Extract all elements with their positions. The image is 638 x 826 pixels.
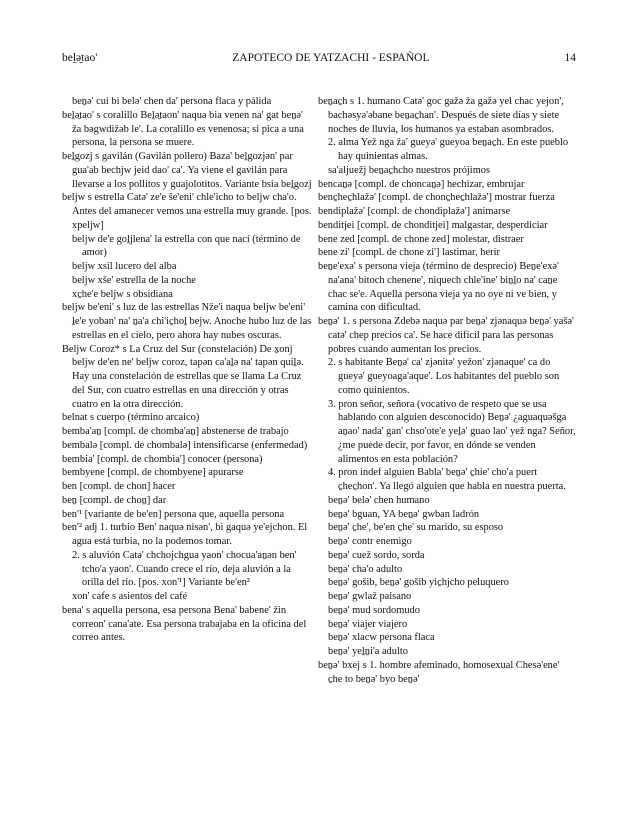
- dictionary-entry: beṉə' bxej s 1. hombre afeminado, homosexual Chesə'ene' c̱he to beṉə' byo beṉə': [318, 659, 560, 685]
- dictionary-entry: beṉac̱h s 1. humano Catə' goc gažə ža gažə yel chac yejon', bachəsyə'əbane beṉac̱han'. Después de siete días y siete noches de lluvia, los humanos ya estaban asombrados.: [318, 96, 564, 135]
- dictionary-entry: bendiplažə' [compl. de chondiplažə'] animarse: [318, 206, 511, 217]
- dictionary-entry: beṉe'exə' s persona vieja (término de desprecio) Beṉe'exə' na'ana' bitoch chenene', niquech chle'ine' biṉḻo na' caṉe chac se'e. Aquella persona vieja ya no oye ni ve bien, y camina con dificultad.: [318, 261, 559, 314]
- dictionary-entry: beljw s estrella Catə' ze'e še'eni' chle'icho to beljw cha'o. Antes del amanecer vemos una estrella muy grande. [pos. xpeljw]: [62, 192, 312, 231]
- sub-entry: beṉə' belə' chen humano: [328, 494, 430, 506]
- sub-entry: beljw de'e goḻjlena' la estrella con que nací (término de amor): [72, 233, 301, 259]
- dictionary-entry: beḻə̱tao' s coralillo Beḻə̱taon' naquə bia venen na' gat beṉə' ža bəgwdižəb le'. La coralillo es venenosa; si pica a una persona, la persona se muere.: [62, 109, 304, 149]
- dictionary-entry: benc̱hec̱hlažə' [compl. de chonc̱hec̱hlažə'] mostrar fuerza: [318, 192, 555, 204]
- sub-entry: beṉə' cha'o adulto: [328, 563, 403, 575]
- sub-entry: beṉə' c̱he', be'en c̱he' su marido, su esposo: [328, 522, 504, 534]
- dictionary-entry: beṉ [compl. de choṉ] dar: [62, 494, 167, 506]
- dictionary-entry: bembyene [compl. de chombyene] apurarse: [62, 467, 244, 479]
- header-title: ZAPOTECO DE YATZACHI - ESPAÑOL: [232, 52, 430, 64]
- dictionary-entry: bembalə [compl. de chombalə] intensificarse (enfermedad): [62, 439, 308, 451]
- dictionary-entry: benditjei [compl. de chonditjei] malgastar, desperdiciar: [318, 219, 548, 231]
- page-number: 14: [564, 52, 576, 64]
- dictionary-entry: ben [compl. de chon] hacer: [62, 481, 176, 492]
- sub-entry: beṉə' cui bi belə' chen da' persona flaca y pálida: [72, 96, 272, 107]
- sub-entry: beṉə' xlacw persona flaca: [328, 632, 435, 644]
- dictionary-entry: ben'² adj 1. turbio Ben' naquə nisən', bi gaquə ye'ejchon. El agua está turbia, no la podemos tomar.: [62, 522, 308, 547]
- dictionary-entry: beṉə' 1. s persona Zdebə naquə par beṉə' zjənaquə beṉə' yašə' catə' chep precios ca'. Se hace difícil para las personas pobres cuando aumentan los precios.: [318, 316, 574, 355]
- sub-entry: beṉə' contr enemigo: [328, 536, 412, 547]
- running-header: [62, 52, 576, 68]
- sub-entry: sa'aljuežj beṉac̱hcho nuestros prójimos: [328, 164, 491, 176]
- dictionary-entry: bene zi' [compl. de chone zi'] lastimar, herir: [318, 247, 500, 259]
- sub-entry: beljw xše' estrella de la noche: [72, 274, 196, 286]
- dictionary-entry: bene zed [compl. de chone zed] molestar, distraer: [318, 233, 524, 245]
- sub-entry: 4. pron indef alguien Babla' beṉə' c̱hie' cho'a puert c̱hec̱hon'. Ya llegó alguien que habla en nuestra puerta.: [328, 467, 566, 492]
- sub-entry: beṉə' gošib, beṉə' gošib yic̱hjcho peluquero: [328, 577, 509, 589]
- left-column: [62, 95, 312, 645]
- right-column: [318, 95, 576, 686]
- dictionary-entry: bena' s aquella persona, esa persona Bena' babene' žin correon' cana'ate. Esa persona trabajaba en la oficina del correo antes.: [62, 604, 307, 644]
- sub-entry: beljw xsil lucero del alba: [72, 261, 177, 272]
- sub-entry: beṉə' cuež sordo, sorda: [328, 549, 425, 561]
- header-headword: beḻə̱tao': [62, 52, 98, 64]
- dictionary-entry: ben'¹ [variante de be'en] persona que, aquella persona: [62, 508, 285, 520]
- dictionary-entry: Beljw Coroz* s La Cruz del Sur (constelación) De x̱onj beljw de'en ne' beljw coroz, tapən ca'aḻə na' tapən quiḻə. Hay una constelación de estrellas que se llama La Cruz del Sur, con cuatro estrellas en una dirección y otras cuatro en la otra dirección.: [62, 343, 304, 410]
- sub-entry: beṉə' bguan, YA beṉə' gwban ladrón: [328, 508, 480, 520]
- sub-entry: xon' cafe s asientos del café: [72, 591, 188, 602]
- dictionary-entry: beljw be'eni' s luz de las estrellas Nže'i naquə beljw be'eni' ḻe'e yoban' na' ṉa'a chi'ic̱hoḻ bejw. Anoche hubo luz de las estrellas en el cielo, pero ahora hay nubes oscuras.: [62, 302, 312, 341]
- sub-entry: 2. s aluvión Catə' chchojchgua yaon' chocua'aṉən ben' tcho'a yaon'. Cuando crece el río, deja aluvión a la orilla del río. [pos. xon'¹] Variante be'en²: [72, 549, 297, 589]
- sub-entry: beṉə' yeḻṉi'a adulto: [328, 646, 408, 657]
- sub-entry: beṉə' viajer viajero: [328, 618, 408, 630]
- sub-entry: beṉə' mud sordomudo: [328, 604, 420, 616]
- sub-entry: 2. s habitante Beṉə' ca' zjənitə' yežon' zjənaque' ca do gueyə' gueyoaga'aque'. Los habitantes del pueblo son como quinientos.: [328, 357, 560, 396]
- sub-entry: 2. alma Yež nga ža' gueyə' gueyoa beṉac̱h. En este pueblo hay quinientas almas.: [328, 137, 569, 162]
- dictionary-entry: bemba'aṉ [compl. de chomba'aṉ] abstenerse de trabajo: [62, 426, 289, 437]
- dictionary-entry: beḻgozj s gavilán (Gavilán pollero) Baza' beḻgozjən' par gua'ab bechjw jeid dao' ca'. Ya viene el gavilán para llevarse a los pollitos y guajolotitos. Variante bsia beḻgozj: [62, 151, 312, 190]
- dictionary-entry: bencaṉə [compl. de choncaṉə] hechizar, embrujar: [318, 178, 525, 190]
- sub-entry: xc̱he'e beljw s obsidiana: [72, 288, 173, 300]
- dictionary-entry: belnat s cuerpo (término arcaico): [62, 412, 200, 424]
- sub-entry: beṉə' gwlaž paisano: [328, 591, 412, 602]
- dictionary-entry: bembia' [compl. de chombia'] conocer (persona): [62, 453, 263, 465]
- sub-entry: 3. pron señor, señora (vocativo de respeto que se usa hablando con alguien desconocido) Beṉə' ¿aguaquəšga aṉao' nada' gan' chso'ote'e yeḻə' guao lao' yež nga? Señor, ¿me puede decir, por favor, en dónde se venden alimentos en esta población?: [328, 398, 576, 465]
